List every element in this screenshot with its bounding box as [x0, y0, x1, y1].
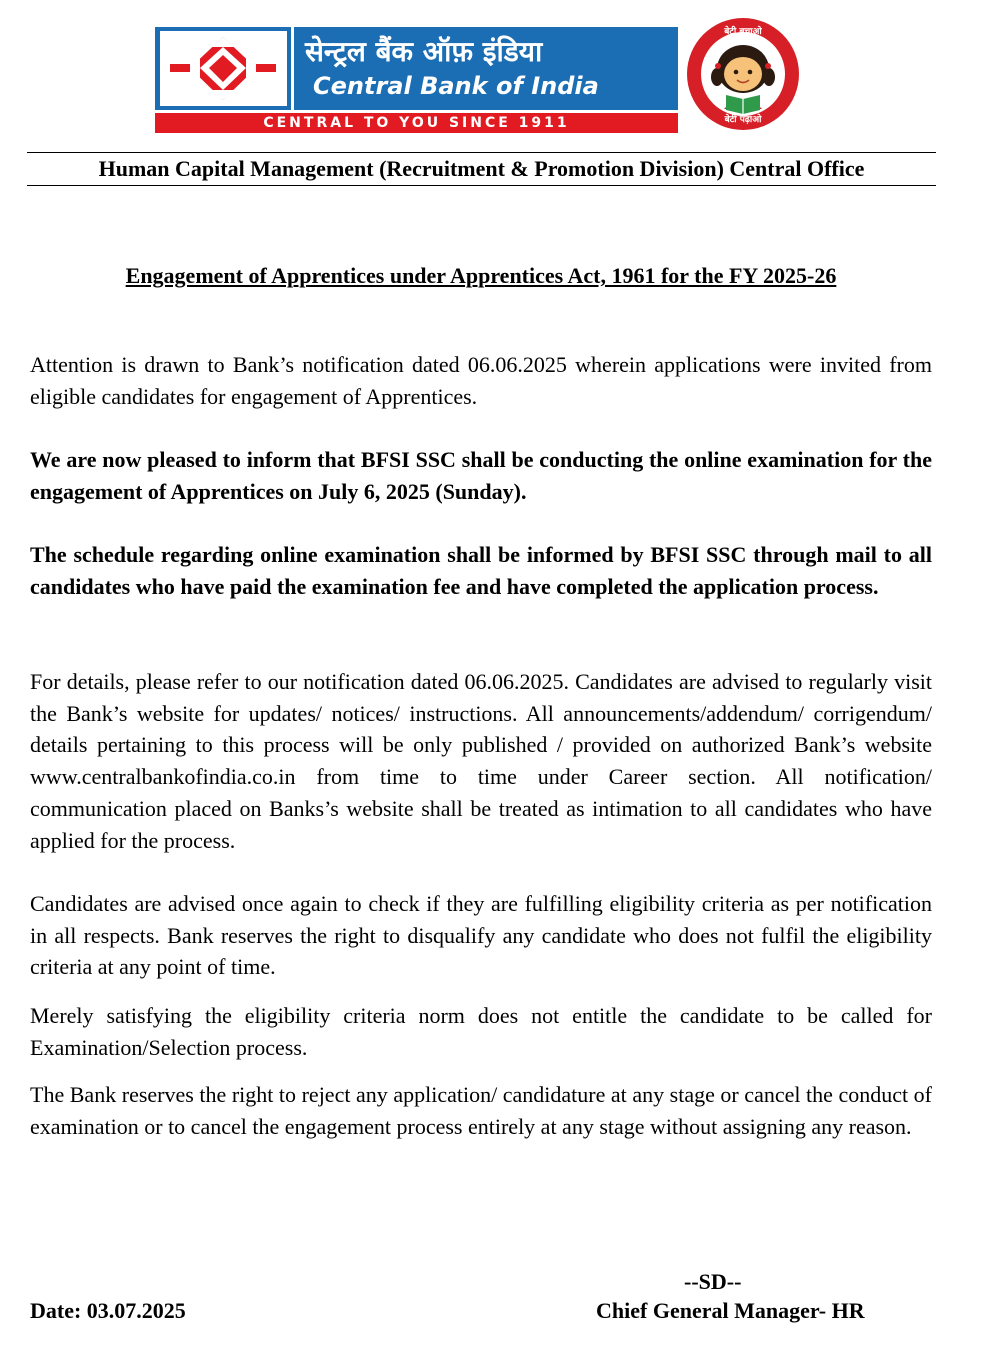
campaign-logo-bottom-text: बेटी पढ़ाओ: [724, 115, 762, 125]
paragraph-website-details: For details, please refer to our notification dated 06.06.2025. Candidates are advised to regularly visit the Bank’s website for updates/ notices/ instructions. All announcements/addendum/ corrigendum/ details pertaining to this process will be only published / provided on authorized Bank’s website www.centralbankofindia.co.in from time to time under Career section. All notification/ communication placed on Banks’s website shall be treated as intimation to all candidates who have applied for the process.: [30, 669, 932, 853]
bank-logo: [155, 27, 678, 133]
paragraph-eligibility-norm: Merely satisfying the eligibility criteria norm does not entitle the candidate to be called for Examination/Selection process.: [30, 1003, 932, 1060]
document-title: Engagement of Apprentices under Apprentices Act, 1961 for the FY 2025-26: [125, 263, 837, 288]
division-heading: Human Capital Management (Recruitment & Promotion Division) Central Office: [98, 156, 865, 181]
paragraph-bank-rights: The Bank reserves the right to reject any application/ candidature at any stage or cancel the conduct of examination or to cancel the engagement process entirely at any stage without assigning any reason.: [30, 1082, 932, 1139]
signatory-designation: Chief General Manager- HR: [596, 1298, 865, 1323]
bank-emblem: [160, 31, 287, 106]
document-date: Date: 03.07.2025: [30, 1298, 186, 1323]
paragraph-exam-schedule: The schedule regarding online examination shall be informed by BFSI SSC through mail to all candidates who have paid the examination fee and have completed the application process.: [30, 542, 932, 599]
campaign-logo-top-text: बेटी बचाओ: [724, 27, 762, 37]
paragraph-eligibility-check: Candidates are advised once again to check if they are fulfilling eligibility criteria as per notification in all respects. Bank reserves the right to disqualify any candidate who does not fulfil the eligibility criteria at any point of time.: [30, 891, 932, 980]
bank-tagline: CENTRAL TO YOU SINCE 1911: [263, 115, 570, 131]
bank-tagline-strip: [155, 113, 678, 133]
bank-name-hindi: सेन्ट्रल बैंक ऑफ़ इंडिया: [305, 35, 543, 68]
beti-bachao-logo: [686, 17, 800, 131]
bank-emblem-icon: [160, 31, 287, 106]
bank-logo-banner: [155, 27, 678, 110]
signature-mark: --SD--: [684, 1269, 742, 1294]
bank-name-english: Central Bank of India: [313, 72, 599, 100]
paragraph-exam-date: We are now pleased to inform that BFSI SSC shall be conducting the online examination for the engagement of Apprentices on July 6, 2025 (Sunday).: [30, 447, 932, 504]
heading-rule-bottom: [27, 185, 936, 186]
logo-separator: [291, 27, 294, 110]
paragraph-notification-reference: Attention is drawn to Bank’s notification dated 06.06.2025 wherein applications were invited from eligible candidates for engagement of Apprentices.: [30, 352, 932, 409]
